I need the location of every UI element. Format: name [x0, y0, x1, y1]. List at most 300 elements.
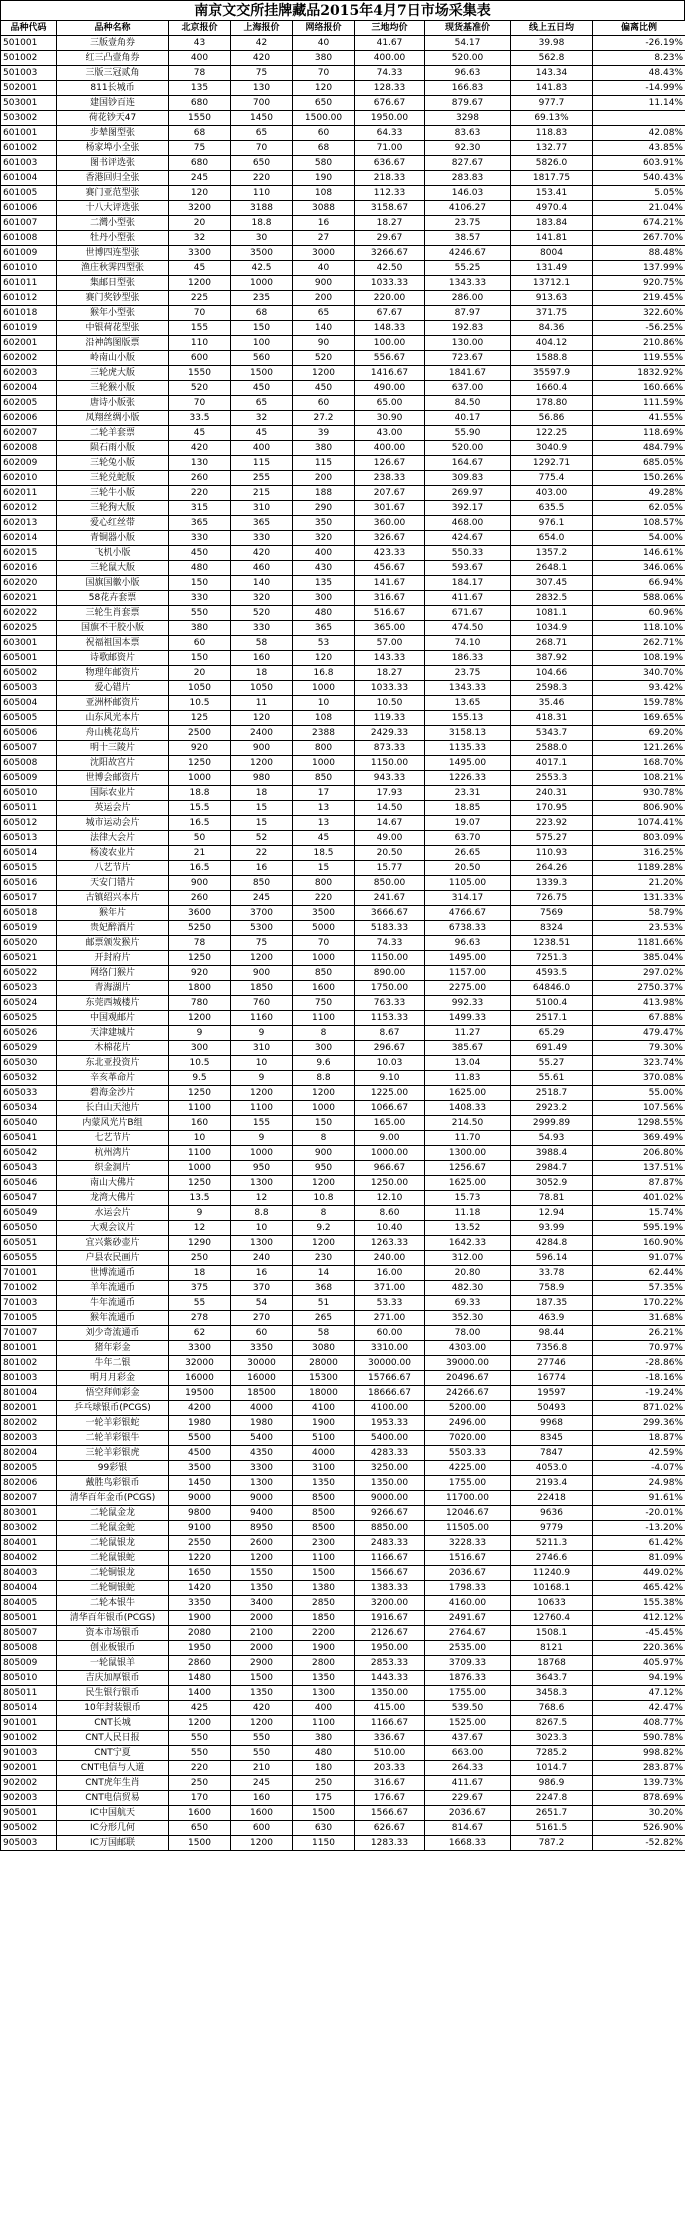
cell-deviation: 118.69%: [593, 426, 685, 441]
cell-shanghai: 310: [231, 1041, 293, 1056]
cell-three-avg: 100.00: [355, 336, 425, 351]
cell-shanghai: 52: [231, 831, 293, 846]
cell-code: 805009: [1, 1656, 57, 1671]
cell-five-day-avg: 977.7: [511, 96, 593, 111]
cell-five-day-avg: 9779: [511, 1521, 593, 1536]
cell-name: 二轮铜银龙: [57, 1566, 169, 1581]
cell-deviation: 121.26%: [593, 741, 685, 756]
cell-online: 380: [293, 441, 355, 456]
cell-beijing: 32: [169, 231, 231, 246]
cell-five-day-avg: 50493: [511, 1401, 593, 1416]
cell-shanghai: 9400: [231, 1506, 293, 1521]
cell-beijing: 450: [169, 546, 231, 561]
cell-five-day-avg: 118.83: [511, 126, 593, 141]
price-table: [0, 20, 685, 1851]
cell-five-day-avg: 4017.1: [511, 756, 593, 771]
cell-spot-base: 2535.00: [425, 1641, 511, 1656]
cell-online: 8.8: [293, 1071, 355, 1086]
cell-deviation: 219.45%: [593, 291, 685, 306]
cell-shanghai: 760: [231, 996, 293, 1011]
cell-code: 802007: [1, 1491, 57, 1506]
cell-name: IC分形几何: [57, 1821, 169, 1836]
cell-shanghai: 2900: [231, 1656, 293, 1671]
table-row: [1, 681, 685, 696]
cell-spot-base: 1668.33: [425, 1836, 511, 1851]
cell-three-avg: 850.00: [355, 876, 425, 891]
cell-online: 4000: [293, 1446, 355, 1461]
table-row: [1, 1686, 685, 1701]
table-row: [1, 1011, 685, 1026]
cell-five-day-avg: 2999.89: [511, 1116, 593, 1131]
cell-beijing: 600: [169, 351, 231, 366]
cell-beijing: 50: [169, 831, 231, 846]
cell-code: 804004: [1, 1581, 57, 1596]
cell-beijing: 1250: [169, 756, 231, 771]
cell-code: 605004: [1, 696, 57, 711]
header-deviation: 偏离比例: [593, 21, 685, 36]
cell-shanghai: 11: [231, 696, 293, 711]
cell-five-day-avg: 4593.5: [511, 966, 593, 981]
cell-name: 荷花钞天47: [57, 111, 169, 126]
cell-shanghai: 850: [231, 876, 293, 891]
cell-online: 8: [293, 1131, 355, 1146]
cell-beijing: 3350: [169, 1596, 231, 1611]
cell-shanghai: 420: [231, 546, 293, 561]
cell-five-day-avg: 758.9: [511, 1281, 593, 1296]
cell-online: 2800: [293, 1656, 355, 1671]
cell-deviation: 43.85%: [593, 141, 685, 156]
sheet-title: 南京文交所挂牌藏品2015年4月7日市场采集表: [0, 0, 685, 20]
table-row: [1, 1626, 685, 1641]
cell-deviation: 590.78%: [593, 1731, 685, 1746]
cell-code: 802001: [1, 1401, 57, 1416]
cell-deviation: 323.74%: [593, 1056, 685, 1071]
cell-three-avg: 456.67: [355, 561, 425, 576]
cell-name: 58花卉套票: [57, 591, 169, 606]
cell-three-avg: 943.33: [355, 771, 425, 786]
cell-three-avg: 18.27: [355, 666, 425, 681]
cell-shanghai: 220: [231, 171, 293, 186]
cell-three-avg: 873.33: [355, 741, 425, 756]
cell-deviation: 160.66%: [593, 381, 685, 396]
table-row: [1, 1116, 685, 1131]
cell-spot-base: 1300.00: [425, 1146, 511, 1161]
table-row: [1, 1416, 685, 1431]
cell-deviation: 31.68%: [593, 1311, 685, 1326]
cell-code: 605032: [1, 1071, 57, 1086]
table-row: [1, 1176, 685, 1191]
cell-deviation: 108.57%: [593, 516, 685, 531]
cell-name: 杨家埠小全张: [57, 141, 169, 156]
cell-shanghai: 160: [231, 1791, 293, 1806]
cell-five-day-avg: 403.00: [511, 486, 593, 501]
cell-online: 350: [293, 516, 355, 531]
cell-spot-base: 184.17: [425, 576, 511, 591]
cell-online: 70: [293, 66, 355, 81]
table-row: [1, 1056, 685, 1071]
table-row: [1, 1521, 685, 1536]
cell-five-day-avg: 463.9: [511, 1311, 593, 1326]
cell-code: 602025: [1, 621, 57, 636]
cell-online: 58: [293, 1326, 355, 1341]
cell-shanghai: 4000: [231, 1401, 293, 1416]
cell-shanghai: 1980: [231, 1416, 293, 1431]
cell-name: 乒乓球银币(PCGS): [57, 1401, 169, 1416]
cell-code: 605049: [1, 1206, 57, 1221]
cell-name: 二轮本银牛: [57, 1596, 169, 1611]
table-row: [1, 981, 685, 996]
cell-three-avg: 1916.67: [355, 1611, 425, 1626]
cell-shanghai: 3350: [231, 1341, 293, 1356]
cell-three-avg: 14.50: [355, 801, 425, 816]
cell-spot-base: 424.67: [425, 531, 511, 546]
cell-five-day-avg: 10168.1: [511, 1581, 593, 1596]
cell-three-avg: 10.40: [355, 1221, 425, 1236]
cell-deviation: 871.02%: [593, 1401, 685, 1416]
cell-spot-base: 11.83: [425, 1071, 511, 1086]
cell-name: CNT电信贸易: [57, 1791, 169, 1806]
cell-five-day-avg: 596.14: [511, 1251, 593, 1266]
cell-online: 28000: [293, 1356, 355, 1371]
cell-name: 二轮鼠金龙: [57, 1506, 169, 1521]
cell-code: 701002: [1, 1281, 57, 1296]
table-row: [1, 1551, 685, 1566]
cell-spot-base: 13.65: [425, 696, 511, 711]
cell-three-avg: 64.33: [355, 126, 425, 141]
cell-beijing: 1100: [169, 1146, 231, 1161]
cell-name: 法律大会片: [57, 831, 169, 846]
cell-three-avg: 1443.33: [355, 1671, 425, 1686]
cell-name: 木棉花片: [57, 1041, 169, 1056]
cell-three-avg: 8.67: [355, 1026, 425, 1041]
cell-online: 108: [293, 711, 355, 726]
cell-spot-base: 3709.33: [425, 1656, 511, 1671]
cell-name: CNT宁夏: [57, 1746, 169, 1761]
cell-deviation: 998.82%: [593, 1746, 685, 1761]
cell-online: 200: [293, 291, 355, 306]
table-row: [1, 1821, 685, 1836]
cell-five-day-avg: 1660.4: [511, 381, 593, 396]
table-row: [1, 321, 685, 336]
cell-online: 365: [293, 621, 355, 636]
cell-online: 15: [293, 861, 355, 876]
cell-deviation: 24.98%: [593, 1476, 685, 1491]
cell-online: 15300: [293, 1371, 355, 1386]
cell-beijing: 70: [169, 306, 231, 321]
cell-deviation: 87.87%: [593, 1176, 685, 1191]
cell-deviation: 1181.66%: [593, 936, 685, 951]
cell-shanghai: 70: [231, 141, 293, 156]
cell-three-avg: 8.60: [355, 1206, 425, 1221]
cell-deviation: [593, 111, 685, 126]
cell-shanghai: 65: [231, 396, 293, 411]
cell-name: 国际农业片: [57, 786, 169, 801]
cell-shanghai: 2000: [231, 1641, 293, 1656]
cell-spot-base: 437.67: [425, 1731, 511, 1746]
cell-online: 10.8: [293, 1191, 355, 1206]
cell-name: 龙湾大佛片: [57, 1191, 169, 1206]
cell-deviation: 526.90%: [593, 1821, 685, 1836]
cell-deviation: 107.56%: [593, 1101, 685, 1116]
cell-spot-base: 2764.67: [425, 1626, 511, 1641]
cell-deviation: 21.20%: [593, 876, 685, 891]
cell-three-avg: 14.67: [355, 816, 425, 831]
cell-three-avg: 57.00: [355, 636, 425, 651]
cell-beijing: 425: [169, 1701, 231, 1716]
cell-spot-base: 23.75: [425, 216, 511, 231]
cell-shanghai: 1300: [231, 1476, 293, 1491]
cell-spot-base: 992.33: [425, 996, 511, 1011]
table-row: [1, 1701, 685, 1716]
cell-online: 1350: [293, 1476, 355, 1491]
table-row: [1, 591, 685, 606]
cell-code: 805011: [1, 1686, 57, 1701]
cell-five-day-avg: 2193.4: [511, 1476, 593, 1491]
table-row: [1, 1746, 685, 1761]
cell-three-avg: 556.67: [355, 351, 425, 366]
cell-spot-base: 1755.00: [425, 1476, 511, 1491]
cell-five-day-avg: 1081.1: [511, 606, 593, 621]
cell-online: 2388: [293, 726, 355, 741]
cell-shanghai: 235: [231, 291, 293, 306]
table-row: [1, 1806, 685, 1821]
cell-name: 三轮兔小版: [57, 456, 169, 471]
cell-code: 804002: [1, 1551, 57, 1566]
cell-deviation: 62.44%: [593, 1266, 685, 1281]
cell-deviation: 81.09%: [593, 1551, 685, 1566]
cell-shanghai: 550: [231, 1746, 293, 1761]
cell-name: 世博四连型张: [57, 246, 169, 261]
cell-spot-base: 1516.67: [425, 1551, 511, 1566]
cell-deviation: 49.28%: [593, 486, 685, 501]
cell-spot-base: 130.00: [425, 336, 511, 351]
cell-name: IC中国航天: [57, 1806, 169, 1821]
cell-beijing: 380: [169, 621, 231, 636]
cell-online: 3088: [293, 201, 355, 216]
table-row: [1, 831, 685, 846]
cell-shanghai: 18: [231, 666, 293, 681]
cell-shanghai: 65: [231, 126, 293, 141]
cell-deviation: 88.48%: [593, 246, 685, 261]
cell-five-day-avg: 5343.7: [511, 726, 593, 741]
cell-shanghai: 1200: [231, 1836, 293, 1851]
cell-online: 1200: [293, 1176, 355, 1191]
cell-three-avg: 1750.00: [355, 981, 425, 996]
cell-spot-base: 1642.33: [425, 1236, 511, 1251]
cell-three-avg: 42.50: [355, 261, 425, 276]
cell-shanghai: 160: [231, 651, 293, 666]
cell-name: 祝福祖国本票: [57, 636, 169, 651]
cell-name: CNT人民日报: [57, 1731, 169, 1746]
cell-three-avg: 49.00: [355, 831, 425, 846]
table-row: [1, 1506, 685, 1521]
cell-name: 三轮牛小版: [57, 486, 169, 501]
cell-name: 舟山桃花岛片: [57, 726, 169, 741]
cell-three-avg: 890.00: [355, 966, 425, 981]
cell-three-avg: 18.27: [355, 216, 425, 231]
cell-three-avg: 3266.67: [355, 246, 425, 261]
cell-three-avg: 3310.00: [355, 1341, 425, 1356]
cell-deviation: 160.90%: [593, 1236, 685, 1251]
cell-name: 十八大评选张: [57, 201, 169, 216]
cell-shanghai: 5400: [231, 1431, 293, 1446]
table-row: [1, 651, 685, 666]
cell-shanghai: 1050: [231, 681, 293, 696]
cell-spot-base: 1157.00: [425, 966, 511, 981]
cell-three-avg: 119.33: [355, 711, 425, 726]
table-row: [1, 1371, 685, 1386]
cell-beijing: 1480: [169, 1671, 231, 1686]
cell-shanghai: 310: [231, 501, 293, 516]
cell-shanghai: 400: [231, 441, 293, 456]
cell-name: 南山大佛片: [57, 1176, 169, 1191]
cell-shanghai: 550: [231, 1731, 293, 1746]
cell-shanghai: 30: [231, 231, 293, 246]
cell-code: 601011: [1, 276, 57, 291]
cell-shanghai: 365: [231, 516, 293, 531]
cell-name: 青铜器小版: [57, 531, 169, 546]
cell-shanghai: 1600: [231, 1806, 293, 1821]
cell-online: 3500: [293, 906, 355, 921]
cell-deviation: 41.55%: [593, 411, 685, 426]
cell-code: 801001: [1, 1341, 57, 1356]
cell-deviation: 108.19%: [593, 651, 685, 666]
cell-name: 陨石雨小版: [57, 441, 169, 456]
cell-beijing: 1950: [169, 1641, 231, 1656]
cell-three-avg: 9266.67: [355, 1506, 425, 1521]
cell-deviation: 408.77%: [593, 1716, 685, 1731]
cell-three-avg: 1166.67: [355, 1551, 425, 1566]
cell-shanghai: 155: [231, 1116, 293, 1131]
cell-online: 200: [293, 471, 355, 486]
table-row: [1, 81, 685, 96]
cell-beijing: 680: [169, 156, 231, 171]
cell-online: 27.2: [293, 411, 355, 426]
cell-name: 英运会片: [57, 801, 169, 816]
cell-beijing: 1800: [169, 981, 231, 996]
header-beijing-price: 北京报价: [169, 21, 231, 36]
cell-code: 602009: [1, 456, 57, 471]
cell-spot-base: 96.63: [425, 66, 511, 81]
cell-deviation: 42.08%: [593, 126, 685, 141]
table-row: [1, 1716, 685, 1731]
cell-beijing: 420: [169, 441, 231, 456]
cell-name: 八艺节片: [57, 861, 169, 876]
table-row: [1, 1656, 685, 1671]
cell-three-avg: 1150.00: [355, 756, 425, 771]
cell-shanghai: 520: [231, 606, 293, 621]
cell-online: 8500: [293, 1506, 355, 1521]
cell-code: 601018: [1, 306, 57, 321]
cell-five-day-avg: 131.49: [511, 261, 593, 276]
cell-spot-base: 4106.27: [425, 201, 511, 216]
cell-online: 13: [293, 816, 355, 831]
cell-three-avg: 67.67: [355, 306, 425, 321]
cell-three-avg: 3666.67: [355, 906, 425, 921]
cell-five-day-avg: 1508.1: [511, 1626, 593, 1641]
cell-code: 605017: [1, 891, 57, 906]
cell-shanghai: 1500: [231, 366, 293, 381]
cell-online: 17: [293, 786, 355, 801]
cell-online: 450: [293, 381, 355, 396]
cell-online: 900: [293, 276, 355, 291]
table-row: [1, 1251, 685, 1266]
cell-five-day-avg: 7569: [511, 906, 593, 921]
cell-deviation: 159.78%: [593, 696, 685, 711]
cell-deviation: 93.42%: [593, 681, 685, 696]
cell-deviation: 21.04%: [593, 201, 685, 216]
table-row: [1, 1086, 685, 1101]
cell-code: 601001: [1, 126, 57, 141]
cell-spot-base: 637.00: [425, 381, 511, 396]
cell-deviation: 385.04%: [593, 951, 685, 966]
cell-three-avg: 5183.33: [355, 921, 425, 936]
cell-name: 创业板银币: [57, 1641, 169, 1656]
table-row: [1, 471, 685, 486]
cell-shanghai: 32: [231, 411, 293, 426]
cell-code: 805008: [1, 1641, 57, 1656]
cell-online: 2200: [293, 1626, 355, 1641]
cell-five-day-avg: 387.92: [511, 651, 593, 666]
cell-three-avg: 15.77: [355, 861, 425, 876]
cell-code: 605051: [1, 1236, 57, 1251]
cell-online: 368: [293, 1281, 355, 1296]
cell-code: 602008: [1, 441, 57, 456]
cell-five-day-avg: 7251.3: [511, 951, 593, 966]
cell-five-day-avg: 635.5: [511, 501, 593, 516]
cell-name: 二轮鼠银龙: [57, 1536, 169, 1551]
cell-code: 802004: [1, 1446, 57, 1461]
cell-beijing: 9000: [169, 1491, 231, 1506]
cell-deviation: 595.19%: [593, 1221, 685, 1236]
table-row: [1, 126, 685, 141]
cell-spot-base: 4766.67: [425, 906, 511, 921]
table-row: [1, 1236, 685, 1251]
cell-shanghai: 255: [231, 471, 293, 486]
cell-five-day-avg: 1292.71: [511, 456, 593, 471]
cell-spot-base: 19.07: [425, 816, 511, 831]
cell-deviation: 169.65%: [593, 711, 685, 726]
cell-three-avg: 2483.33: [355, 1536, 425, 1551]
cell-five-day-avg: 575.27: [511, 831, 593, 846]
cell-beijing: 13.5: [169, 1191, 231, 1206]
cell-three-avg: 165.00: [355, 1116, 425, 1131]
cell-beijing: 3600: [169, 906, 231, 921]
cell-code: 905001: [1, 1806, 57, 1821]
cell-three-avg: 65.00: [355, 396, 425, 411]
cell-online: 65: [293, 306, 355, 321]
table-row: [1, 1536, 685, 1551]
cell-spot-base: 4303.00: [425, 1341, 511, 1356]
cell-beijing: 9.5: [169, 1071, 231, 1086]
cell-deviation: 137.51%: [593, 1161, 685, 1176]
cell-code: 605040: [1, 1116, 57, 1131]
cell-spot-base: 26.65: [425, 846, 511, 861]
cell-code: 601007: [1, 216, 57, 231]
cell-beijing: 260: [169, 471, 231, 486]
cell-spot-base: 18.85: [425, 801, 511, 816]
cell-code: 601003: [1, 156, 57, 171]
table-row: [1, 111, 685, 126]
cell-code: 902003: [1, 1791, 57, 1806]
table-row: [1, 381, 685, 396]
cell-spot-base: 1798.33: [425, 1581, 511, 1596]
cell-online: 108: [293, 186, 355, 201]
cell-beijing: 16.5: [169, 816, 231, 831]
cell-five-day-avg: 8267.5: [511, 1716, 593, 1731]
cell-three-avg: 74.33: [355, 936, 425, 951]
cell-shanghai: 370: [231, 1281, 293, 1296]
